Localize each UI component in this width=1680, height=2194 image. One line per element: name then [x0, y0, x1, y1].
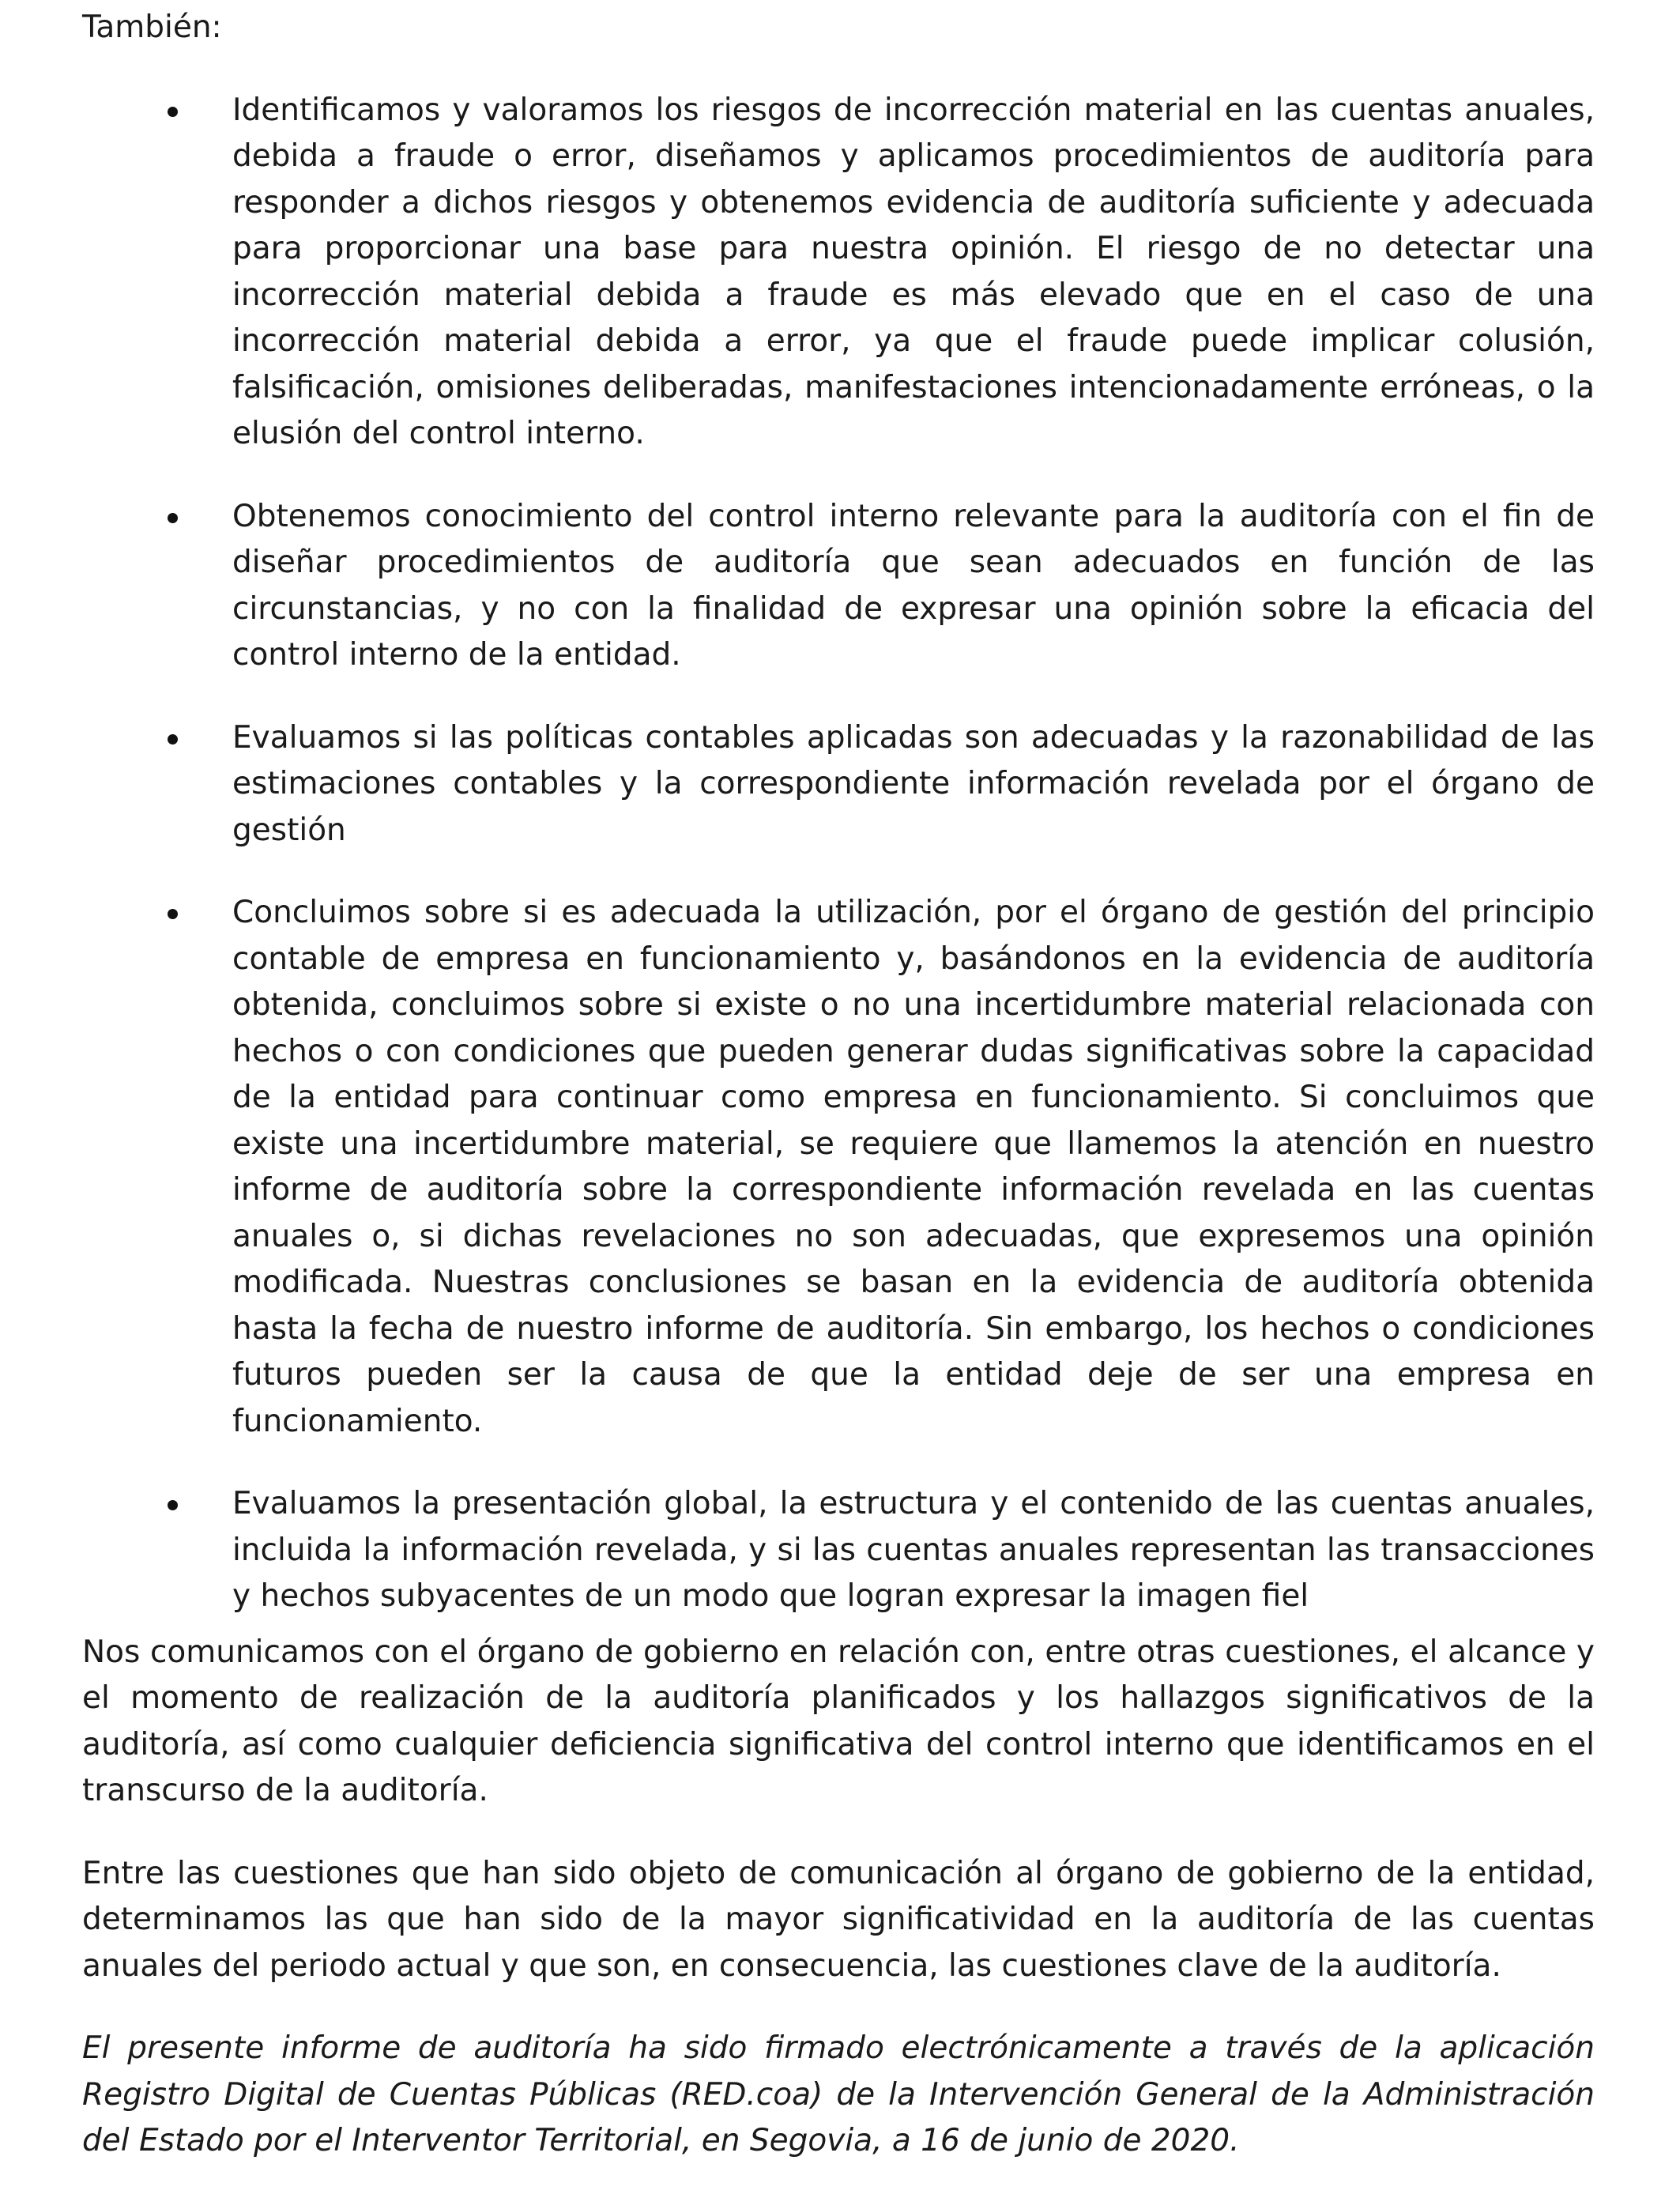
list-item [82, 715, 1595, 854]
lead-text: También: [82, 9, 222, 45]
bullet-text: Identificamos y valoramos los riesgos de incorrección material en las cuentas anuales, debida a fraude o error, diseñamos y aplicamos procedimientos de auditoría para responder a dichos riesgos y obtenemos evidencia de auditoría suficiente y adecuada para proporcionar una base para nuestra opinión. El riesgo de no detectar una incorrección material debida a fraude es más elevado que en el caso de una incorrección material debida a error, ya que el fraude puede implicar colusión, falsificación, omisiones deliberadas, manifestaciones intencionadamente erróneas, o la elusión del control interno. [232, 92, 1595, 451]
signature-statement: El presente informe de auditoría ha sido firmado electrónicamente a través de la aplicación Registro Digital de Cuentas Públicas (RED.coa) de la Intervención General de la Administración del Estado por el Interventor Territorial, en Segovia, a 16 de junio de 2020. [82, 2030, 1595, 2158]
bullet-icon [168, 909, 178, 919]
communication-paragraph: Nos comunicamos con el órgano de gobierno en relación con, entre otras cuestiones, el alcance y el momento de realización de la auditoría planificados y los hallazgos significativos de la auditoría, así como cualquier deficiencia significativa del control interno que identificamos en el transcurso de la auditoría. [82, 1634, 1595, 1808]
list-item [82, 88, 1595, 458]
bullet-icon [168, 734, 178, 745]
bullet-list [82, 88, 1595, 1620]
list-item [82, 494, 1595, 679]
bullet-icon [168, 513, 178, 523]
bullet-text: Evaluamos la presentación global, la estructura y el contenido de las cuentas anuales, incluida la información revelada, y si las cuentas anuales representan las transacciones y hechos subyacentes de un modo que logran expresar la imagen fiel [232, 1486, 1595, 1614]
list-item [82, 1481, 1595, 1620]
key-matters-paragraph: Entre las cuestiones que han sido objeto de comunicación al órgano de gobierno de la entidad, determinamos las que han sido de la mayor significatividad en la auditoría de las cuentas anuales del periodo actual y que son, en consecuencia, las cuestiones clave de la auditoría. [82, 1855, 1595, 1984]
bullet-text: Evaluamos si las políticas contables aplicadas son adecuadas y la razonabilidad de las estimaciones contables y la correspondiente información revelada por el órgano de gestión [232, 719, 1595, 848]
bullet-icon [168, 107, 178, 117]
bullet-icon [168, 1500, 178, 1510]
list-item [82, 890, 1595, 1445]
bullet-text: Obtenemos conocimiento del control interno relevante para la auditoría con el fin de diseñar procedimientos de auditoría que sean adecuados en función de las circunstancias, y no con la finalidad de expresar una opinión sobre la eficacia del control interno de la entidad. [232, 498, 1595, 673]
bullet-text: Concluimos sobre si es adecuada la utilización, por el órgano de gestión del principio contable de empresa en funcionamiento y, basándonos en la evidencia de auditoría obtenida, concluimos sobre si existe o no una incertidumbre material relacionada con hechos o con condiciones que pueden generar dudas significativas sobre la capacidad de la entidad para continuar como empresa en funcionamiento. Si concluimos que existe una incertidumbre material, se requiere que llamemos la atención en nuestro informe de auditoría sobre la correspondiente información revelada en las cuentas anuales o, si dichas revelaciones no son adecuadas, que expresemos una opinión modificada. Nuestras conclusiones se basan en la evidencia de auditoría obtenida hasta la fecha de nuestro informe de auditoría. Sin embargo, los hechos o condiciones futuros pueden ser la causa de que la entidad deje de ser una empresa en funcionamiento. [232, 895, 1595, 1439]
